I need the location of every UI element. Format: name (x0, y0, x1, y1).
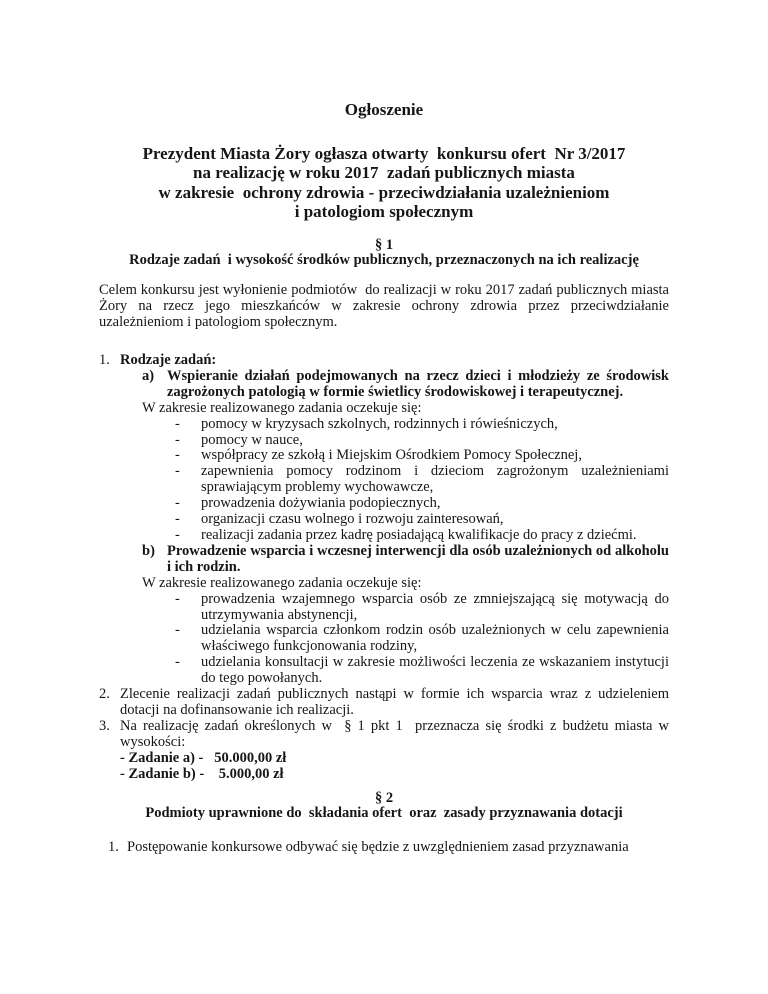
task-a (142, 369, 669, 401)
item3-amount-b: - Zadanie b) - 5.000,00 zł (120, 765, 284, 782)
bullet-dash: - (175, 527, 180, 543)
task-a-bullet-2 (175, 433, 669, 449)
item3-body (120, 717, 677, 783)
section1-intro-paragraph: Celem konkursu jest wyłonienie podmiotów do realizacji w roku 2017 zadań publicznych miasta Żory na rzecz jego mieszkańców w zakresie ochrony zdrowia przez przeciwdziałanie uzależnieniom i patologiom społecznym. (99, 282, 673, 331)
task-a-bullet-3 (175, 448, 669, 464)
task-b (142, 544, 669, 576)
section1-heading: Rodzaje zadań i wysokość środków publicznych, przeznaczonych na ich realizację (129, 252, 639, 269)
task-b-title: Prowadzenie wsparcia i wczesnej interwencji dla osób uzależnionych od alkoholu i ich rodzin. (167, 542, 669, 575)
bullet-dash: - (175, 590, 180, 607)
bullet-text: prowadzenia wzajemnego wsparcia osób ze zmniejszającą się motywacją do utrzymywania abstynencji, (201, 590, 669, 623)
bullet-text: prowadzenia dożywiania podopiecznych, (201, 495, 441, 512)
bullet-text: organizacji czasu wolnego i rozwoju zainteresowań, (201, 511, 504, 528)
task-b-bullet-2 (175, 623, 669, 655)
task-a-bullet-7 (175, 528, 669, 544)
item3-number: 3. (99, 717, 110, 734)
announcement-header (99, 144, 669, 222)
numbered-item-1 (99, 353, 669, 687)
bullet-dash: - (175, 511, 180, 528)
header-line-2: na realizację w roku 2017 zadań publicznych miasta (193, 163, 575, 182)
bullet-text: udzielania konsultacji w zakresie możliwości leczenia ze wskazaniem instytucji do tego powołanych. (201, 654, 669, 687)
task-b-scope-intro: W zakresie realizowanego zadania oczekuje się: (142, 574, 422, 591)
bullet-text: pomocy w nauce, (201, 431, 303, 448)
bullet-text: udzielania wsparcia członkom rodzin osób uzależnionych w celu zapewnienia właściwego funkcjonowania rodziny, (201, 622, 669, 655)
task-a-title: Wspieranie działań podejmowanych na rzecz dzieci i młodzieży ze środowisk zagrożonych patologią w formie świetlicy środowiskowej i terapeutycznej. (167, 367, 669, 400)
bullet-dash: - (175, 463, 180, 480)
header-line-1: Prezydent Miasta Żory ogłasza otwarty konkursu ofert Nr 3/2017 (142, 143, 626, 163)
item2-number: 2. (99, 686, 110, 703)
item1-body (120, 353, 669, 687)
item3-amount-a: - Zadanie a) - 50.000,00 zł (120, 749, 287, 766)
bullet-dash: - (175, 415, 180, 432)
header-line-4: i patologiom społecznym (294, 202, 474, 221)
task-a-scope-intro: W zakresie realizowanego zadania oczekuje się: (142, 399, 422, 416)
page-title: Ogłoszenie (344, 100, 424, 119)
bullet-text: zapewnienia pomocy rodzinom i dzieciom zagrożonym uzależnieniami sprawiającym problemy wychowawcze, (201, 463, 669, 496)
task-b-marker: b) (142, 542, 155, 559)
bullet-text: współpracy ze szkołą i Miejskim Ośrodkiem Pomocy Społecznej, (201, 447, 582, 464)
bullet-dash: - (175, 431, 180, 448)
section1-mark: § 1 (374, 236, 394, 253)
section2-heading: Podmioty uprawnione do składania ofert oraz zasady przyznawania dotacji (145, 805, 623, 822)
item1-label: Rodzaje zadań: (120, 352, 217, 369)
task-b-bullet-3 (175, 655, 669, 687)
item2-text: Zlecenie realizacji zadań publicznych nastąpi w formie ich wsparcia wraz z udzieleniem dotacji na dofinansowanie ich realizacji. (120, 686, 669, 718)
task-b-bullet-1 (175, 592, 669, 624)
task-a-marker: a) (142, 367, 155, 384)
bullet-dash: - (175, 495, 180, 512)
task-a-bullet-1 (175, 417, 669, 433)
task-a-bullet-4 (175, 464, 669, 496)
header-line-3: w zakresie ochrony zdrowia - przeciwdziałania uzależnieniom (158, 182, 610, 202)
closing-item-number: 1. (108, 839, 119, 856)
numbered-item-2 (99, 687, 669, 719)
bullet-dash: - (175, 447, 180, 464)
section2-mark: § 2 (374, 789, 394, 806)
closing-numbered-item (108, 840, 669, 856)
task-a-bullet-6 (175, 512, 669, 528)
bullet-text: realizacji zadania przez kadrę posiadającą kwalifikacje do pracy z dziećmi. (201, 527, 637, 543)
item3-text: Na realizację zadań określonych w § 1 pkt 1 przeznacza się środki z budżetu miasta w wysokości: (120, 717, 677, 750)
numbered-item-3 (99, 717, 677, 783)
bullet-text: pomocy w kryzysach szkolnych, rodzinnych i rówieśniczych, (201, 415, 558, 432)
closing-item-text: Postępowanie konkursowe odbywać się będzie z uwzględnieniem zasad przyznawania (127, 839, 629, 856)
bullet-dash: - (175, 654, 180, 671)
task-a-bullet-5 (175, 496, 669, 512)
item1-number: 1. (99, 352, 110, 369)
bullet-dash: - (175, 622, 180, 639)
